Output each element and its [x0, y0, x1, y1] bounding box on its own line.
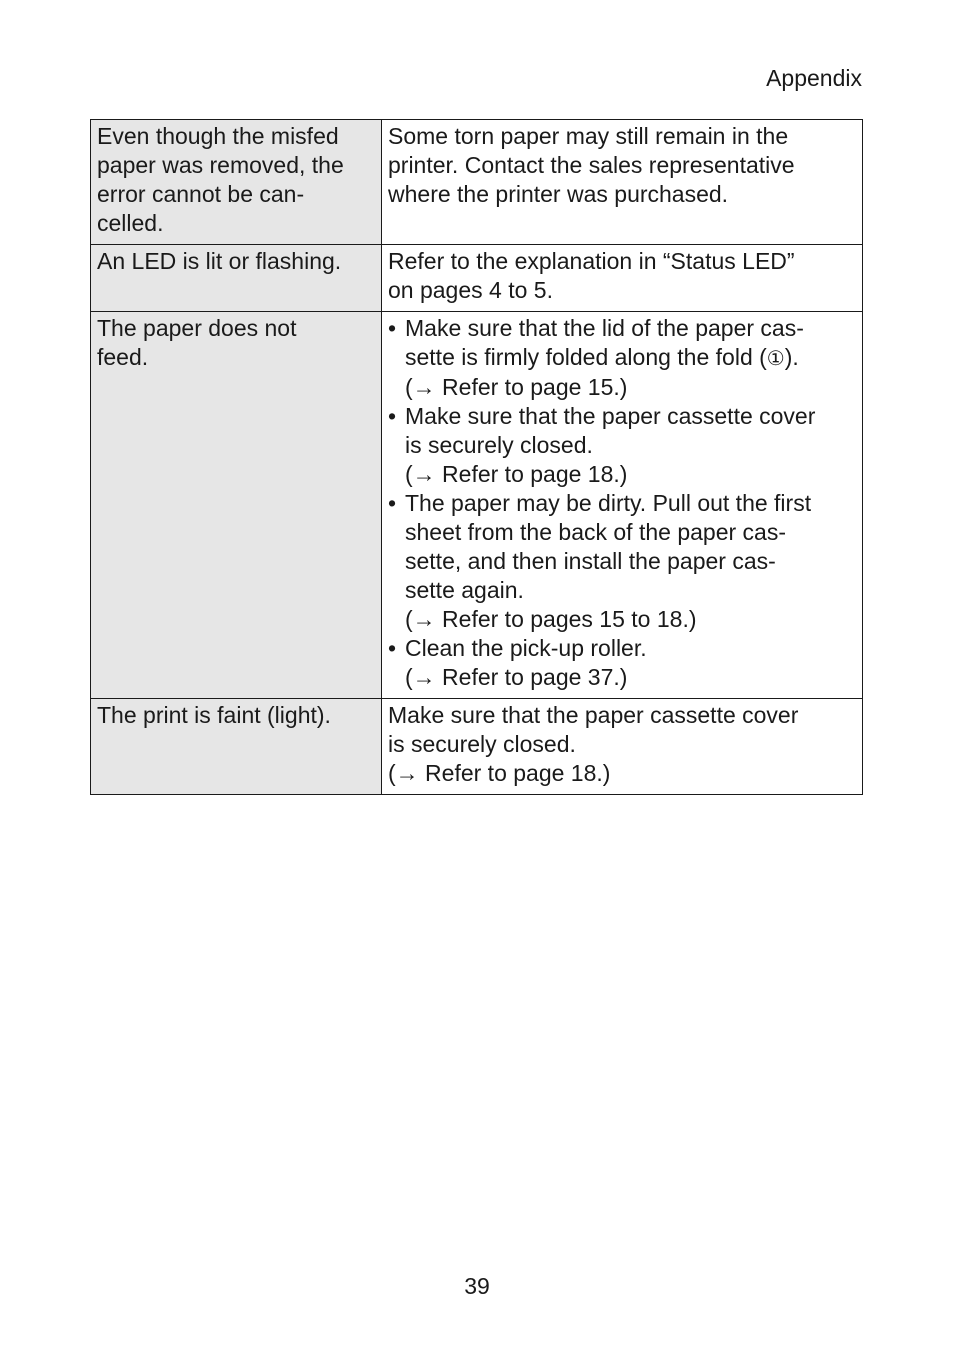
page-reference: (→ Refer to page 15.)	[405, 374, 628, 400]
symptom-cell	[91, 120, 382, 245]
remedy-line: on pages 4 to 5.	[388, 277, 553, 303]
remedy-text: ).	[784, 344, 799, 370]
remedy-line: sheet from the back of the paper cas-	[405, 519, 786, 545]
table-row	[91, 699, 863, 795]
remedy-line: printer. Contact the sales representative	[388, 152, 795, 178]
bullet-icon: •	[388, 635, 397, 661]
symptom-cell	[91, 312, 382, 699]
table-row	[91, 120, 863, 245]
page-reference: (→ Refer to pages 15 to 18.)	[405, 606, 697, 632]
symptom-line: celled.	[97, 210, 164, 236]
symptom-line: An LED is lit or flashing.	[97, 248, 342, 274]
remedy-line: where the printer was purchased.	[388, 181, 729, 207]
remedy-line: Make sure that the lid of the paper cas-	[405, 315, 804, 341]
list-item	[388, 402, 856, 489]
remedy-line: Make sure that the paper cassette cover	[405, 403, 816, 429]
page-number: 39	[464, 1273, 490, 1299]
symptom-cell	[91, 699, 382, 795]
remedy-line: sette again.	[405, 577, 524, 603]
bullet-icon: •	[388, 490, 397, 516]
remedy-bullet-list	[388, 314, 856, 692]
running-header: Appendix	[766, 65, 862, 91]
troubleshooting-table	[90, 119, 863, 795]
list-item	[388, 314, 856, 402]
bullet-icon: •	[388, 403, 397, 429]
page-reference: (→ Refer to page 18.)	[388, 760, 611, 786]
symptom-line: The print is faint (light).	[97, 702, 331, 728]
remedy-line: is securely closed.	[405, 432, 593, 458]
bullet-icon: •	[388, 315, 397, 341]
remedy-cell	[382, 245, 863, 312]
remedy-line: Make sure that the paper cassette cover	[388, 702, 799, 728]
table-row	[91, 245, 863, 312]
remedy-line: Refer to the explanation in “Status LED”	[388, 248, 795, 274]
remedy-cell	[382, 312, 863, 699]
remedy-line: The paper may be dirty. Pull out the first	[405, 490, 812, 516]
remedy-cell	[382, 699, 863, 795]
remedy-line: is securely closed.	[388, 731, 576, 757]
list-item	[388, 489, 856, 634]
symptom-line: The paper does not	[97, 315, 297, 341]
symptom-line: paper was removed, the	[97, 152, 344, 178]
circled-one-icon: ①	[766, 346, 785, 370]
remedy-line: sette, and then install the paper cas-	[405, 548, 776, 574]
page-reference: (→ Refer to page 18.)	[405, 461, 628, 487]
page-reference: (→ Refer to page 37.)	[405, 664, 628, 690]
list-item	[388, 634, 856, 692]
symptom-line: error cannot be can-	[97, 181, 305, 207]
symptom-line: feed.	[97, 344, 149, 370]
remedy-line: Clean the pick-up roller.	[405, 635, 647, 661]
table-row	[91, 312, 863, 699]
remedy-cell	[382, 120, 863, 245]
remedy-text: sette is firmly folded along the fold (	[405, 344, 767, 370]
remedy-line	[405, 343, 856, 373]
remedy-line: Some torn paper may still remain in the	[388, 123, 789, 149]
symptom-cell	[91, 245, 382, 312]
symptom-line: Even though the misfed	[97, 123, 339, 149]
